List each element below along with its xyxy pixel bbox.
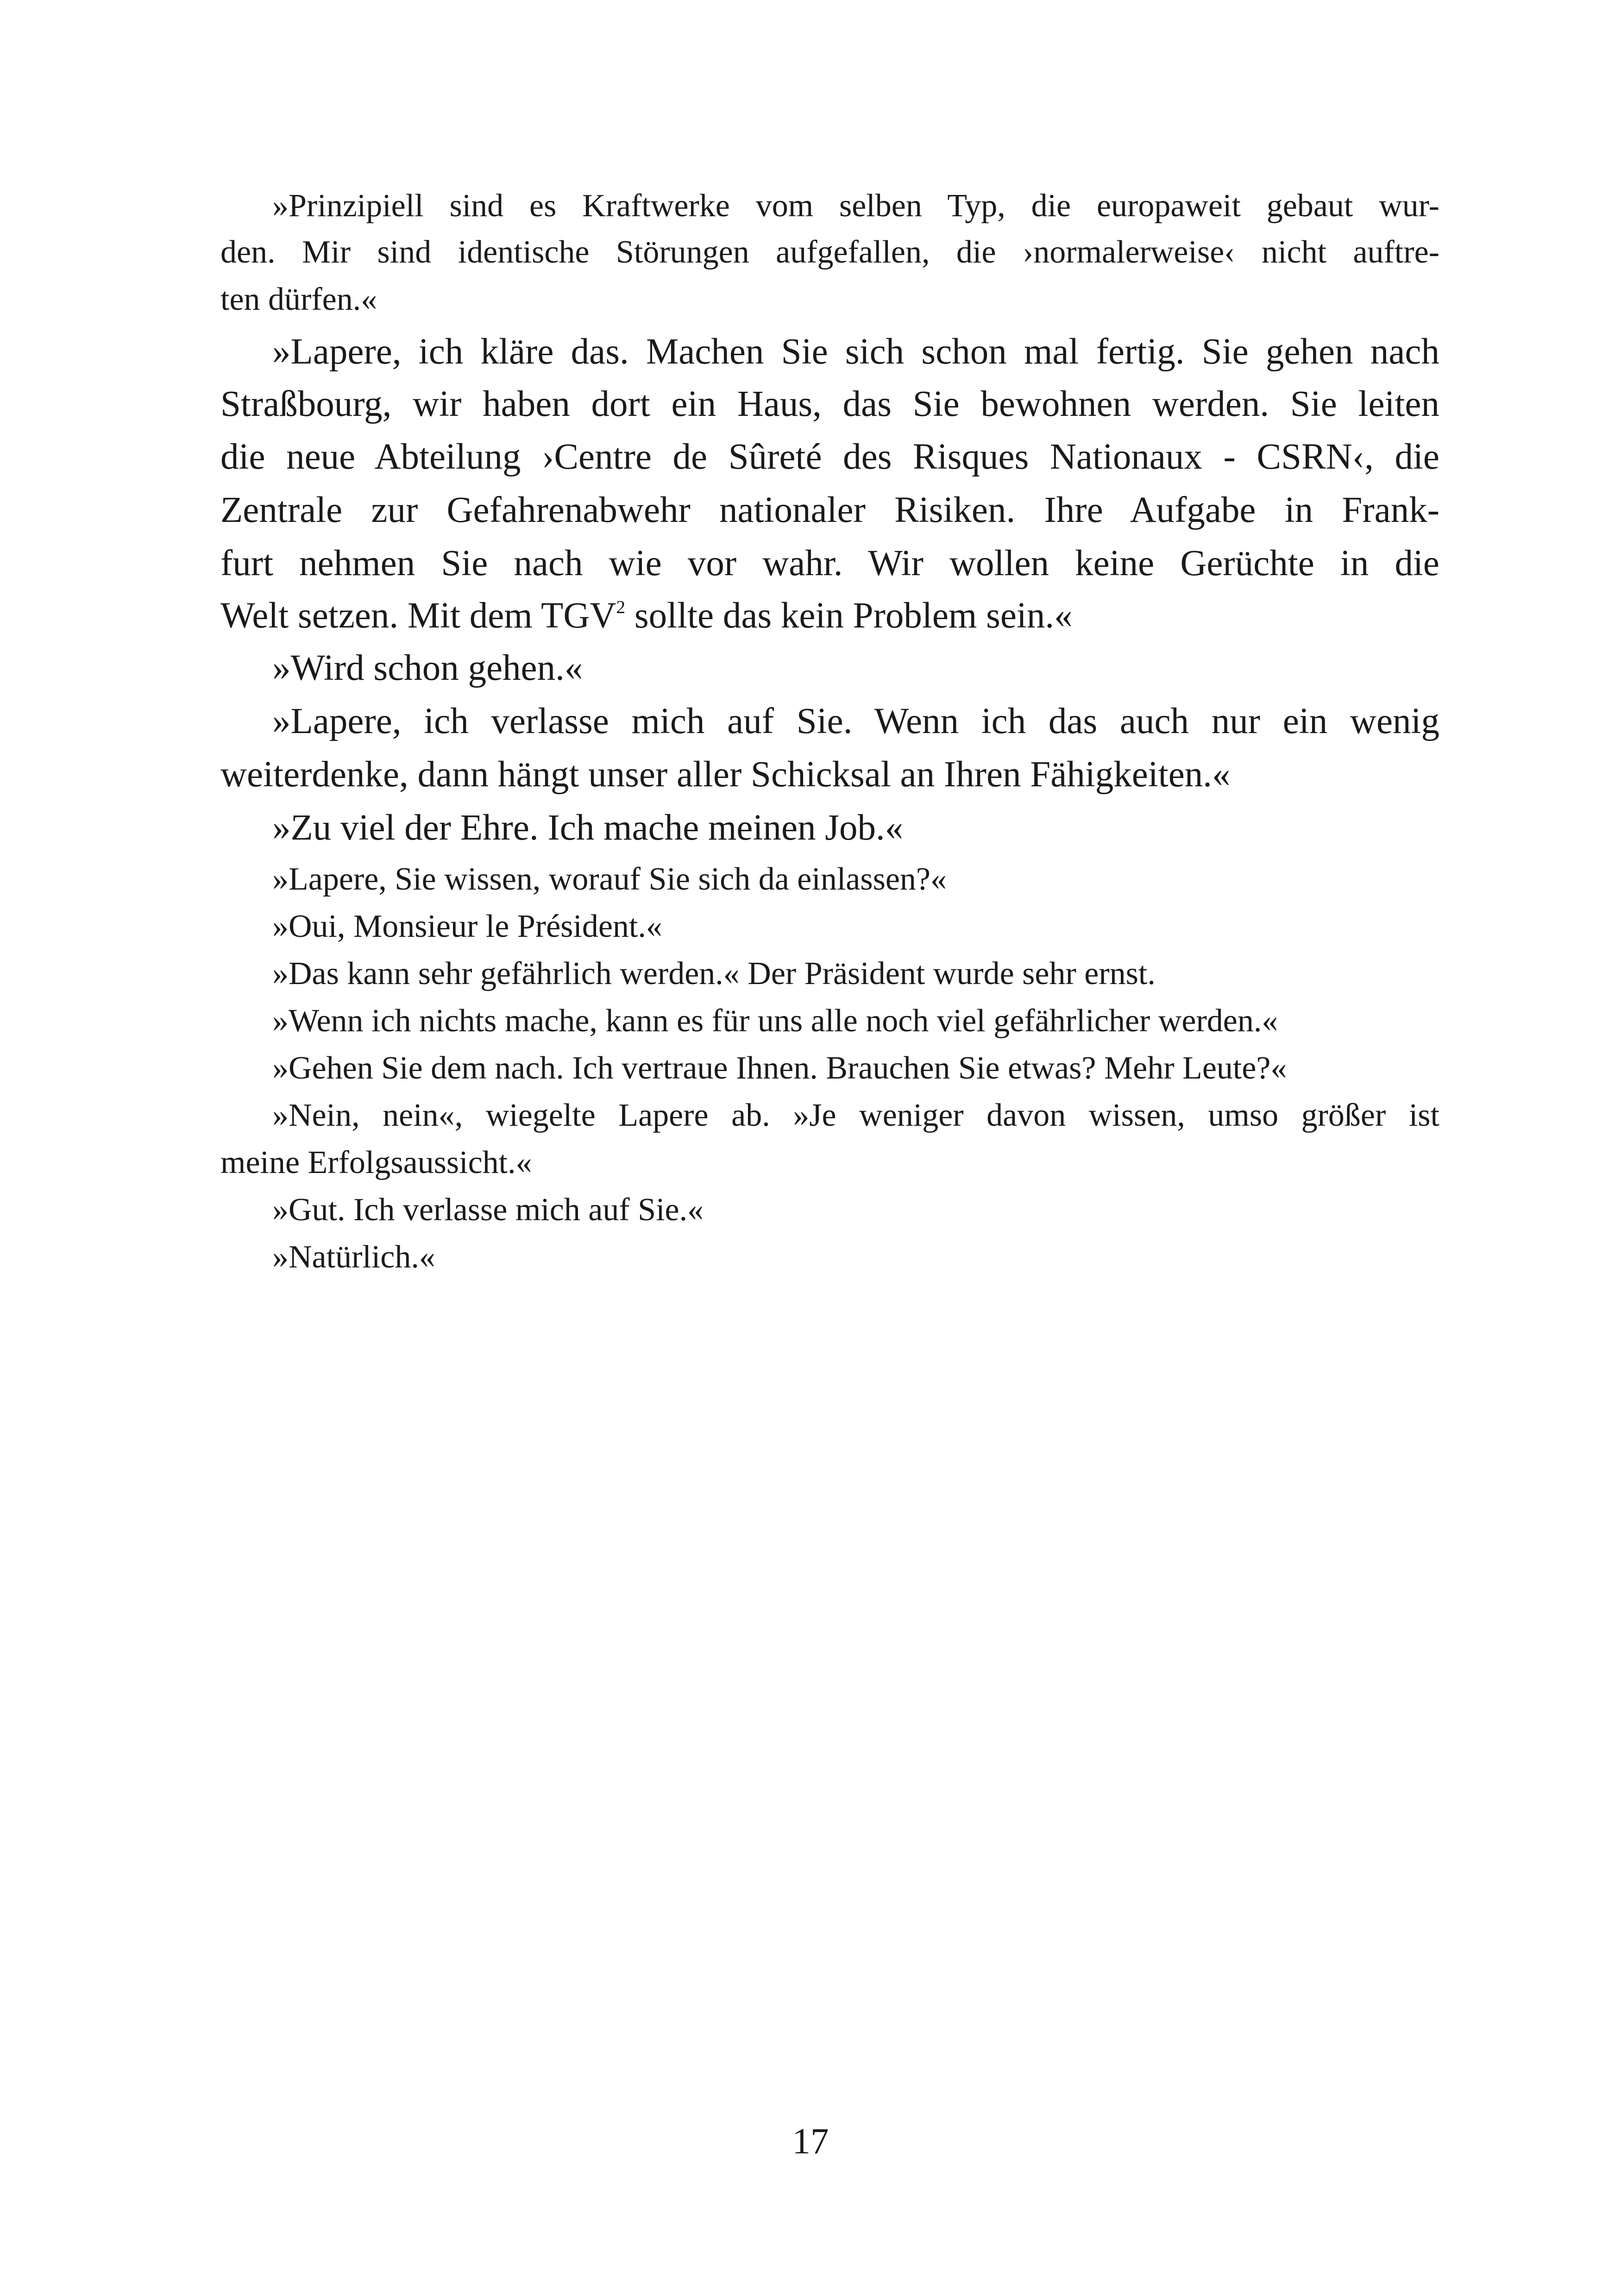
text-line: weiterdenke, dann hängt unser aller Schicksal an Ihren Fähigkeiten.« — [220, 754, 1231, 795]
footnote-marker[interactable]: 2 — [616, 596, 626, 617]
text-line: »Lapere, ich kläre das. Machen Sie sich schon mal fertig. Sie gehen nach — [272, 332, 1439, 372]
text-line: meine Erfolgsaussicht.« — [220, 1145, 532, 1180]
text-line: »Natürlich.« — [272, 1239, 435, 1275]
text-line: »Wird schon gehen.« — [272, 648, 583, 688]
text-line: »Gut. Ich verlasse mich auf Sie.« — [272, 1192, 704, 1228]
text-line: furt nehmen Sie nach wie vor wahr. Wir wollen keine Gerüchte in die — [220, 543, 1439, 583]
text-line: »Nein, nein«, wiegelte Lapere ab. »Je weniger davon wissen, umso größer ist — [272, 1098, 1439, 1133]
text-line: »Oui, Monsieur le Président.« — [272, 909, 662, 944]
text-line: ten dürfen.« — [220, 282, 377, 317]
text-fragment: sollte das kein Problem sein.« — [625, 596, 1073, 636]
text-line: Zentrale zur Gefahrenabwehr nationaler Risiken. Ihre Aufgabe in Frank- — [220, 490, 1439, 530]
text-line: »Prinzipiell sind es Kraftwerke vom selben Typ, die europaweit gebaut wur- — [272, 188, 1439, 224]
text-line: »Zu viel der Ehre. Ich mache meinen Job.« — [272, 808, 904, 848]
text-line: »Das kann sehr gefährlich werden.« Der Präsident wurde sehr ernst. — [272, 956, 1156, 991]
text-line: Straßbourg, wir haben dort ein Haus, das Sie bewohnen werden. Sie leiten — [220, 384, 1439, 424]
text-fragment: Welt setzen. Mit dem TGV — [220, 596, 616, 636]
text-line — [220, 597, 1439, 634]
text-line: »Wenn ich nichts mache, kann es für uns alle noch viel gefährlicher werden.« — [272, 1003, 1278, 1039]
text-line: den. Mir sind identische Störungen aufgefallen, die ›normalerweise‹ nicht auftre- — [220, 234, 1439, 270]
text-line: die neue Abteilung ›Centre de Sûreté des Risques Nationaux - CSRN‹, die — [220, 437, 1439, 477]
text-line: »Gehen Sie dem nach. Ich vertraue Ihnen. Brauchen Sie etwas? Mehr Leute?« — [272, 1050, 1287, 1086]
page-number: 17 — [792, 2121, 829, 2162]
text-line: »Lapere, Sie wissen, worauf Sie sich da einlassen?« — [272, 861, 947, 897]
text-line: »Lapere, ich verlasse mich auf Sie. Wenn ich das auch nur ein wenig — [272, 701, 1439, 741]
